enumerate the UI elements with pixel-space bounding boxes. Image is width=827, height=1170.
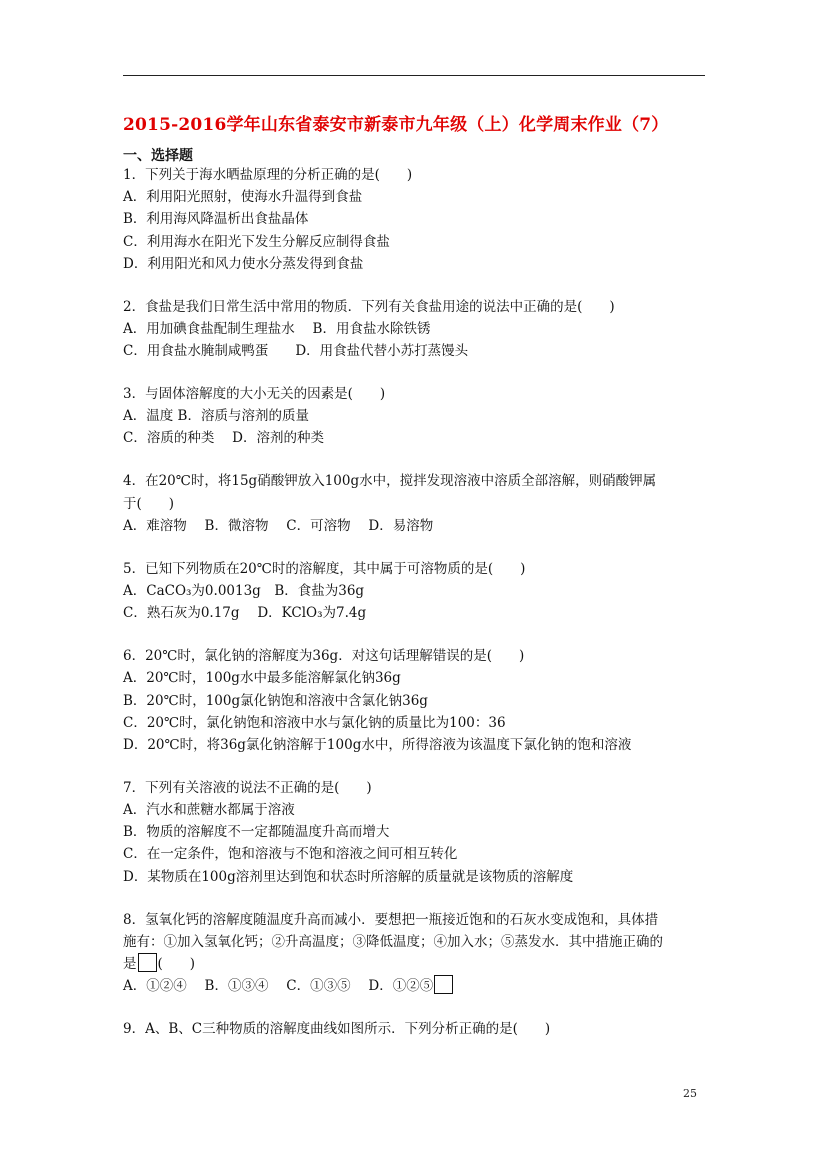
question-4-stem-line-2: 于( ) (123, 495, 175, 512)
question-7-option-d: D．某物质在100g溶剂里达到饱和状态时所溶解的质量就是该物质的溶解度 (123, 868, 574, 885)
page-title: 2015-2016学年山东省泰安市新泰市九年级（上）化学周末作业（7） (123, 115, 669, 135)
spacer (123, 362, 713, 383)
question-2-options-cd: C．用食盐水腌制咸鸭蛋 D．用食盐代替小苏打蒸馒头 (123, 343, 469, 360)
question-3-options-ab: A．温度 B．溶质与溶剂的质量 (123, 408, 309, 425)
question-8-line-3-suffix: ( ) (157, 956, 196, 973)
question-5-stem: 5．已知下列物质在20℃时的溶解度，其中属于可溶物质的是( ) (123, 560, 526, 577)
question-3-stem: 3．与固体溶解度的大小无关的因素是( ) (123, 386, 386, 403)
answer-box (138, 953, 157, 972)
answer-box (434, 975, 453, 994)
question-1-option-b: B．利用海风降温析出食盐晶体 (123, 211, 309, 228)
question-2-options-ab: A．用加碘食盐配制生理盐水 B．用食盐水除铁锈 (123, 320, 431, 337)
question-8-line-3-prefix: 是 (123, 956, 137, 973)
question-1-option-c: C．利用海水在阳光下发生分解反应制得食盐 (123, 233, 390, 250)
question-5-options-ab: A．CaCO₃为0.0013g B．食盐为36g (123, 583, 365, 599)
question-5-options-cd: C．熟石灰为0.17g D．KClO₃为7.4g (123, 605, 367, 622)
question-6-stem: 6．20℃时，氯化钠的溶解度为36g．对这句话理解错误的是( ) (123, 648, 525, 665)
page-number: 25 (683, 1087, 697, 1100)
question-list (123, 164, 713, 1040)
spacer (123, 997, 713, 1018)
spacer (123, 888, 713, 909)
header-rule (123, 75, 705, 76)
question-1-option-a: A．利用阳光照射，使海水升温得到食盐 (123, 189, 363, 206)
question-1-option-d: D．利用阳光和风力使水分蒸发得到食盐 (123, 255, 364, 272)
spacer (123, 450, 713, 471)
spacer (123, 756, 713, 777)
question-2-stem: 2．食盐是我们日常生活中常用的物质．下列有关食盐用途的说法中正确的是( ) (123, 298, 615, 315)
question-6-option-a: A．20℃时，100g水中最多能溶解氯化钠36g (123, 670, 401, 687)
section-heading: 一、选择题 (123, 148, 193, 164)
question-4-options: A．难溶物 B．微溶物 C．可溶物 D．易溶物 (123, 517, 434, 534)
question-3-options-cd: C．溶质的种类 D．溶剂的种类 (123, 430, 324, 447)
question-4-stem-line-1: 4．在20℃时，将15g硝酸钾放入100g水中，搅拌发现溶液中溶质全部溶解，则硝酸钾属 (123, 473, 657, 490)
question-1-stem: 1．下列关于海水晒盐原理的分析正确的是( ) (123, 167, 413, 183)
question-6-option-c: C．20℃时，氯化钠饱和溶液中水与氯化钠的质量比为100：36 (123, 714, 506, 731)
question-6-option-d: D．20℃时，将36g氯化钠溶解于100g水中，所得溶液为该温度下氯化钠的饱和溶液 (123, 736, 632, 753)
question-8-stem-line-1: 8．氢氧化钙的溶解度随温度升高而减小．要想把一瓶接近饱和的石灰水变成饱和，具体措 (123, 911, 659, 928)
question-7-option-c: C．在一定条件，饱和溶液与不饱和溶液之间可相互转化 (123, 846, 458, 863)
question-8-stem-line-2: 施有：①加入氢氧化钙；②升高温度；③降低温度；④加入水；⑤蒸发水．其中措施正确的 (123, 933, 663, 950)
spacer (123, 275, 713, 296)
spacer (123, 624, 713, 645)
question-7-option-a: A．汽水和蔗糖水都属于溶液 (123, 802, 295, 819)
question-7-stem: 7．下列有关溶液的说法不正确的是( ) (123, 779, 372, 796)
question-7-option-b: B．物质的溶解度不一定都随温度升高而增大 (123, 824, 390, 841)
question-8-options (123, 975, 713, 997)
question-6-option-b: B．20℃时，100g氯化钠饱和溶液中含氯化钠36g (123, 692, 428, 709)
question-8-options-text: A．①②④ B．①③④ C．①③⑤ D．①②⑤ (123, 978, 434, 995)
spacer (123, 537, 713, 558)
question-9-stem: 9．A、B、C三种物质的溶解度曲线如图所示．下列分析正确的是( ) (123, 1021, 551, 1038)
question-8-stem-line-3 (123, 953, 713, 975)
